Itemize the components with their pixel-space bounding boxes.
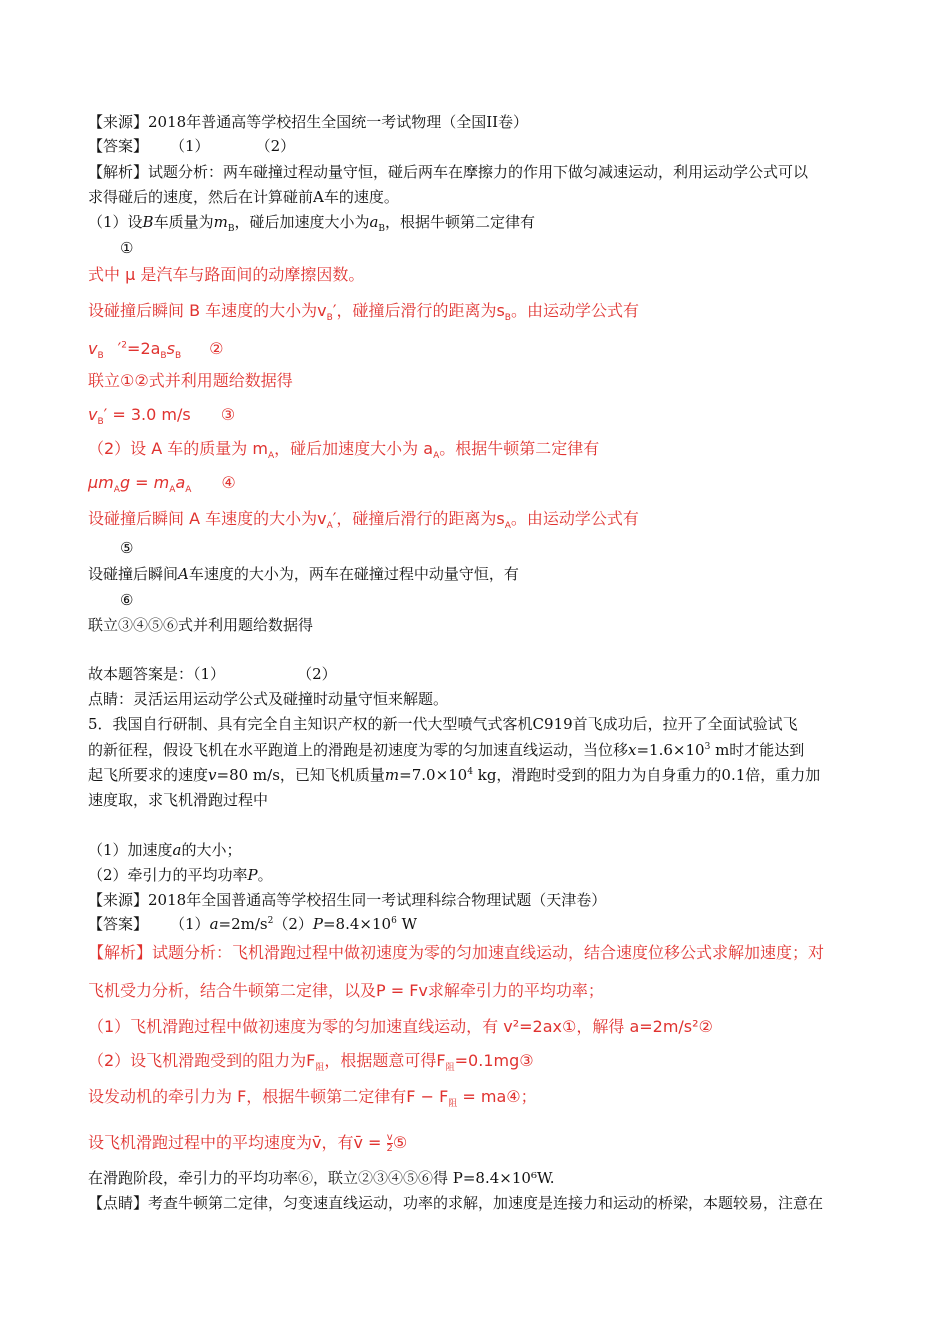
q2-sup: 3 (704, 742, 711, 752)
eq3-line (88, 404, 235, 426)
part1-sub-h: B (378, 224, 386, 234)
eq4-sub2: A (169, 485, 176, 496)
q3-e: =7.0×10 (399, 766, 468, 784)
q3-b: v (208, 766, 217, 784)
set-va-sub2: A (504, 521, 511, 532)
question5-line-1: 5．我国自行研制、具有完全自主知识产权的新一代大型喷气式客机C919首飞成功后，拉开了全面试验试飞 (88, 715, 798, 733)
red5-c: = ma④； (457, 1087, 537, 1106)
fraction-denominator: 2 (386, 1143, 393, 1154)
red4-a: （2）设飞机滑跑受到的阻力为F (88, 1051, 316, 1070)
answer5-c: =2m/s (218, 915, 268, 933)
mu-note: 式中 μ 是汽车与路面间的动摩擦因数。 (88, 265, 365, 284)
red-analysis-2: 飞机受力分析，结合牛顿第二定律，以及P = Fv求解牵引力的平均功率； (88, 981, 604, 1000)
source-label-5: 【来源】 (88, 891, 149, 909)
answer5-e: （2） (273, 915, 313, 933)
red-analysis-4 (88, 1050, 534, 1072)
momentum-line (88, 564, 519, 584)
momentum-c: 车速度的大小为，两车在碰撞过程中动量守恒，有 (188, 565, 519, 583)
answer5-g: =8.4×10 (322, 915, 392, 933)
sub-question-1 (88, 840, 242, 860)
set-va-sub: A (326, 521, 333, 532)
red6-number: ⑤ (392, 1133, 408, 1152)
red4-e: =0.1mg③ (454, 1051, 534, 1070)
sub1-c: 的大小； (181, 841, 242, 859)
eq3-sub: B (97, 417, 104, 428)
set-vb-line (88, 300, 639, 322)
answer-line (88, 136, 295, 156)
eq3-number: ③ (220, 405, 236, 424)
eq1-number: ① (120, 239, 134, 257)
question5-line-2 (88, 740, 804, 760)
eq4-line (88, 472, 236, 494)
eq2-sub2: B (160, 351, 167, 362)
red4-c: ，根据题意可得F (324, 1051, 446, 1070)
analysis-line-2: 求得碰后的速度，然后在计算碰前A车的速度。 (88, 188, 399, 206)
part1-text-a: （1）设 (88, 213, 143, 231)
analysis-text-1: 试题分析：两车碰撞过程动量守恒，碰后两车在摩擦力的作用下做匀减速运动，利用运动学公式可以 (148, 163, 809, 181)
q2-c: =1.6×10 (636, 741, 705, 759)
answer-label: 【答案】 (88, 137, 149, 155)
source-text-5: 2018年全国普通高等学校招生同一考试理科综合物理试题（天津卷） (148, 891, 607, 909)
part1-text-d: m (213, 213, 228, 231)
eq4-sub3: A (185, 485, 192, 496)
red5-a: 设发动机的牵引力为 F，根据牛顿第二定律有F − F (88, 1087, 449, 1106)
q2-a: 的新征程，假设飞机在水平跑道上的滑跑是初速度为零的匀加速直线运动，当位移 (88, 741, 629, 759)
q3-g: kg，滑跑时受到的阻力为自身重力的0.1倍，重力加 (472, 766, 821, 784)
eq3-v: v (88, 405, 98, 424)
answer5-i: W (396, 915, 417, 933)
power-line: 在滑跑阶段，牵引力的平均功率⑥，联立②③④⑤⑥得 P=8.4×10⁶W. (88, 1169, 555, 1187)
red-analysis-5 (88, 1086, 537, 1108)
set-vb-sub2: B (504, 313, 511, 324)
momentum-b: A (178, 565, 189, 583)
sub2-c: 。 (257, 866, 273, 884)
part2-c: 。根据牛顿第二定律有 (439, 439, 600, 458)
q3-d: m (384, 766, 400, 784)
answer5-a: （1） (170, 915, 210, 933)
source-text: 2018年普通高等学校招生全国统一考试物理（全国II卷） (148, 113, 529, 131)
eq4-a: μm (88, 473, 114, 492)
question5-line-4: 速度取，求飞机滑跑过程中 (88, 791, 269, 809)
part2-b: ，碰后加速度大小为 a (274, 439, 434, 458)
question5-line-3 (88, 765, 820, 785)
set-vb-sub: B (326, 313, 333, 324)
eq4-c: a (175, 473, 186, 492)
sub-question-2 (88, 865, 273, 885)
q3-a: 起飞所要求的速度 (88, 766, 209, 784)
comment-line: 点睛：灵活运用运动学公式及碰撞时动量守恒来解题。 (88, 690, 449, 708)
final-answer-1: （1） (193, 665, 226, 683)
momentum-a: 设碰撞后瞬间 (88, 565, 179, 583)
part2-sub2: A (433, 451, 440, 462)
part1-text-c: 车质量为 (153, 213, 214, 231)
source-line-5 (88, 890, 606, 910)
red4-sub2: 阻 (445, 1063, 455, 1074)
answer5-f: P (312, 915, 323, 933)
part1-text-g: a (369, 213, 379, 231)
eq2-line (88, 338, 223, 360)
red5-sub: 阻 (448, 1099, 458, 1110)
red-analysis-3: （1）飞机滑跑过程中做初速度为零的匀加速直线运动，有 v²=2ax①，解得 a=2m/s²② (88, 1017, 713, 1036)
eq4-number: ④ (221, 473, 236, 492)
set-va-a: 设碰撞后瞬间 A 车速度的大小为v (88, 509, 327, 528)
answer5-sup2: 6 (391, 916, 397, 926)
eq6-number: ⑥ (120, 591, 134, 609)
combine-3456: 联立③④⑤⑥式并利用题给数据得 (88, 616, 314, 634)
source-label: 【来源】 (88, 113, 149, 131)
sub2-a: （2）牵引力的平均功率 (88, 866, 248, 884)
set-va-c: 。由运动学公式有 (510, 509, 639, 528)
answer-line-5 (88, 914, 417, 934)
combine-12: 联立①②式并利用题给数据得 (88, 371, 293, 390)
answer5-b: a (209, 915, 219, 933)
red-analysis-6 (88, 1132, 407, 1154)
final-answer-label: 故本题答案是： (88, 665, 194, 683)
analysis-line-1 (88, 162, 808, 182)
part1-text-i: ，根据牛顿第二定律有 (385, 213, 536, 231)
part2-a: （2）设 A 车的质量为 m (88, 439, 268, 458)
answer-label-5: 【答案】 (88, 915, 149, 933)
part1-text-b: B (142, 213, 154, 231)
eq4-b: g = m (119, 473, 170, 492)
comment-text-5: 考查牛顿第二定律，匀变速直线运动，功率的求解，加速度是连接力和运动的桥梁，本题较易，注意在 (148, 1194, 824, 1212)
eq2-v: v (88, 339, 98, 358)
q2-b: x (628, 741, 637, 759)
eq2-s: s (166, 339, 175, 358)
eq3-value: ′ = 3.0 m/s (103, 405, 191, 424)
part2-line (88, 438, 599, 460)
eq5-number: ⑤ (120, 539, 134, 557)
analysis-label: 【解析】 (88, 163, 149, 181)
set-va-b: ′，碰撞后滑行的距离为s (332, 509, 505, 528)
final-answer-2: （2） (297, 665, 337, 683)
q3-c: =80 m/s，已知飞机质量 (216, 766, 385, 784)
red4-sub: 阻 (315, 1063, 325, 1074)
red6-a: 设飞机滑跑过程中的平均速度为v̄，有v̄ = (88, 1133, 387, 1152)
sub1-b: a (172, 841, 182, 859)
sub1-a: （1）加速度 (88, 841, 173, 859)
set-vb-a: 设碰撞后瞬间 B 车速度的大小为v (88, 301, 327, 320)
q2-e: m时才能达到 (710, 741, 805, 759)
comment-line-5 (88, 1193, 823, 1213)
answer-part-1: （1） (170, 137, 210, 155)
eq2-sub3: B (174, 351, 182, 362)
part1-sub-e: B (227, 224, 235, 234)
set-va-line (88, 508, 639, 530)
source-line (88, 112, 528, 132)
eq2-number: ② (209, 339, 224, 358)
fraction-numerator: v (386, 1132, 393, 1143)
set-vb-c: 。由运动学公式有 (510, 301, 639, 320)
part2-sub: A (267, 451, 275, 462)
eq2-sup: 2 (121, 340, 128, 351)
q3-sup: 4 (467, 767, 473, 777)
eq2-prime: ′ (117, 339, 122, 358)
eq2-rhs: =2a (127, 339, 161, 358)
answer5-sup: 2 (267, 916, 274, 926)
red-analysis-1: 【解析】试题分析：飞机滑跑过程中做初速度为零的匀加速直线运动，结合速度位移公式求解加速度；对 (88, 943, 825, 962)
answer-part-2: （2） (255, 137, 296, 155)
final-answer-line (88, 664, 337, 684)
sub2-b: P (247, 866, 258, 884)
comment-label-5: 【点睛】 (88, 1194, 149, 1212)
part1-line (88, 212, 535, 232)
eq4-sub: A (113, 485, 120, 496)
set-vb-b: ′，碰撞后滑行的距离为s (332, 301, 505, 320)
eq2-sub: B (97, 351, 104, 362)
part1-text-f: ，碰后加速度大小为 (234, 213, 370, 231)
